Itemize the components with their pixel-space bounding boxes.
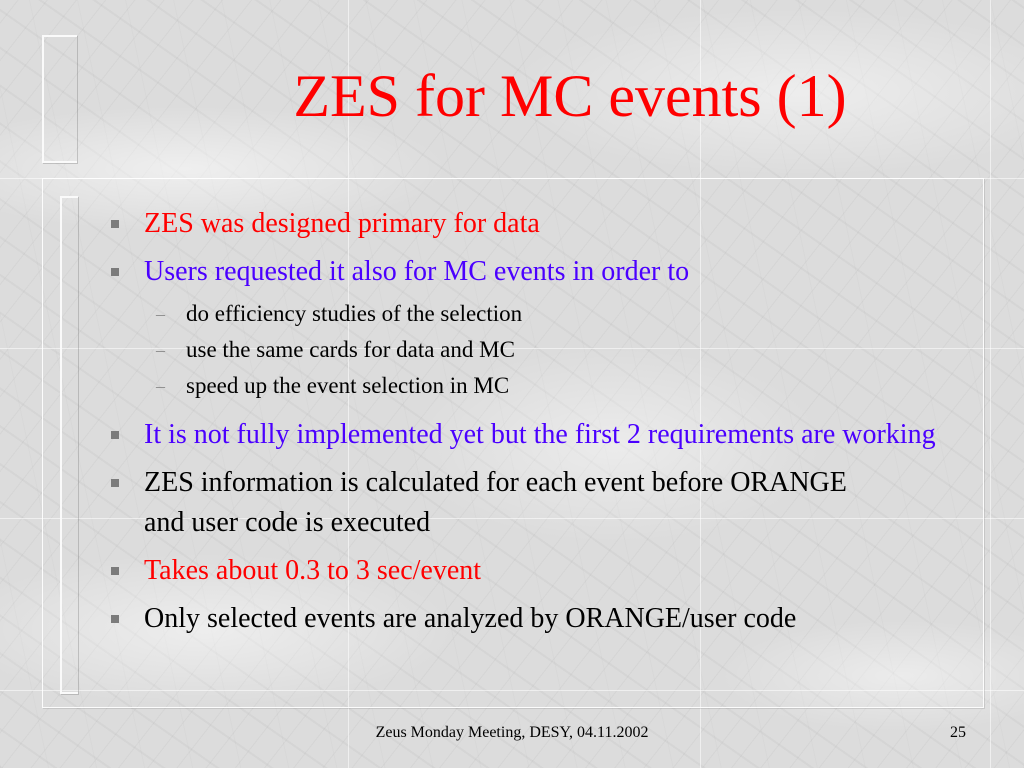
dash-bullet-icon: – [156, 376, 165, 396]
sub-bullet-text: do efficiency studies of the selection [186, 301, 523, 326]
sub-bullet-text: speed up the event selection in MC [186, 373, 510, 398]
footer-text: Zeus Monday Meeting, DESY, 04.11.2002 [375, 724, 649, 741]
bullet-item [108, 551, 988, 591]
bullet-text: Only selected events are analyzed by ORANGE/user code [144, 603, 797, 634]
square-bullet-icon [111, 567, 119, 575]
dash-bullet-icon: – [156, 340, 165, 360]
title-bracket-decoration [42, 35, 77, 163]
bullet-text: Takes about 0.3 to 3 sec/event [144, 555, 482, 586]
sub-bullet-text: use the same cards for data and MC [186, 337, 515, 362]
bullet-text: It is not fully implemented yet but the first 2 requirements are working [144, 419, 936, 450]
sub-bullet-item [108, 367, 988, 405]
sub-bullet-item [108, 295, 988, 333]
content-bracket-decoration [60, 196, 78, 694]
square-bullet-icon [111, 268, 119, 276]
square-bullet-icon [111, 479, 119, 487]
bullet-item [108, 599, 988, 639]
square-bullet-icon [111, 220, 119, 228]
bullet-text: ZES information is calculated for each event before ORANGE and user code is executed [144, 467, 847, 538]
bullet-text: ZES was designed primary for data [144, 208, 540, 239]
bullet-item [108, 463, 864, 543]
bullet-item [108, 252, 988, 292]
bullet-list [108, 204, 988, 647]
square-bullet-icon [111, 615, 119, 623]
bullet-item [108, 415, 944, 455]
slide-title: ZES for MC events (1) [293, 63, 847, 129]
bullet-text: Users requested it also for MC events in order to [144, 256, 690, 287]
dash-bullet-icon: – [156, 304, 165, 324]
sub-bullet-item [108, 331, 988, 369]
page-number: 25 [950, 724, 966, 741]
bullet-item [108, 204, 988, 244]
square-bullet-icon [111, 431, 119, 439]
